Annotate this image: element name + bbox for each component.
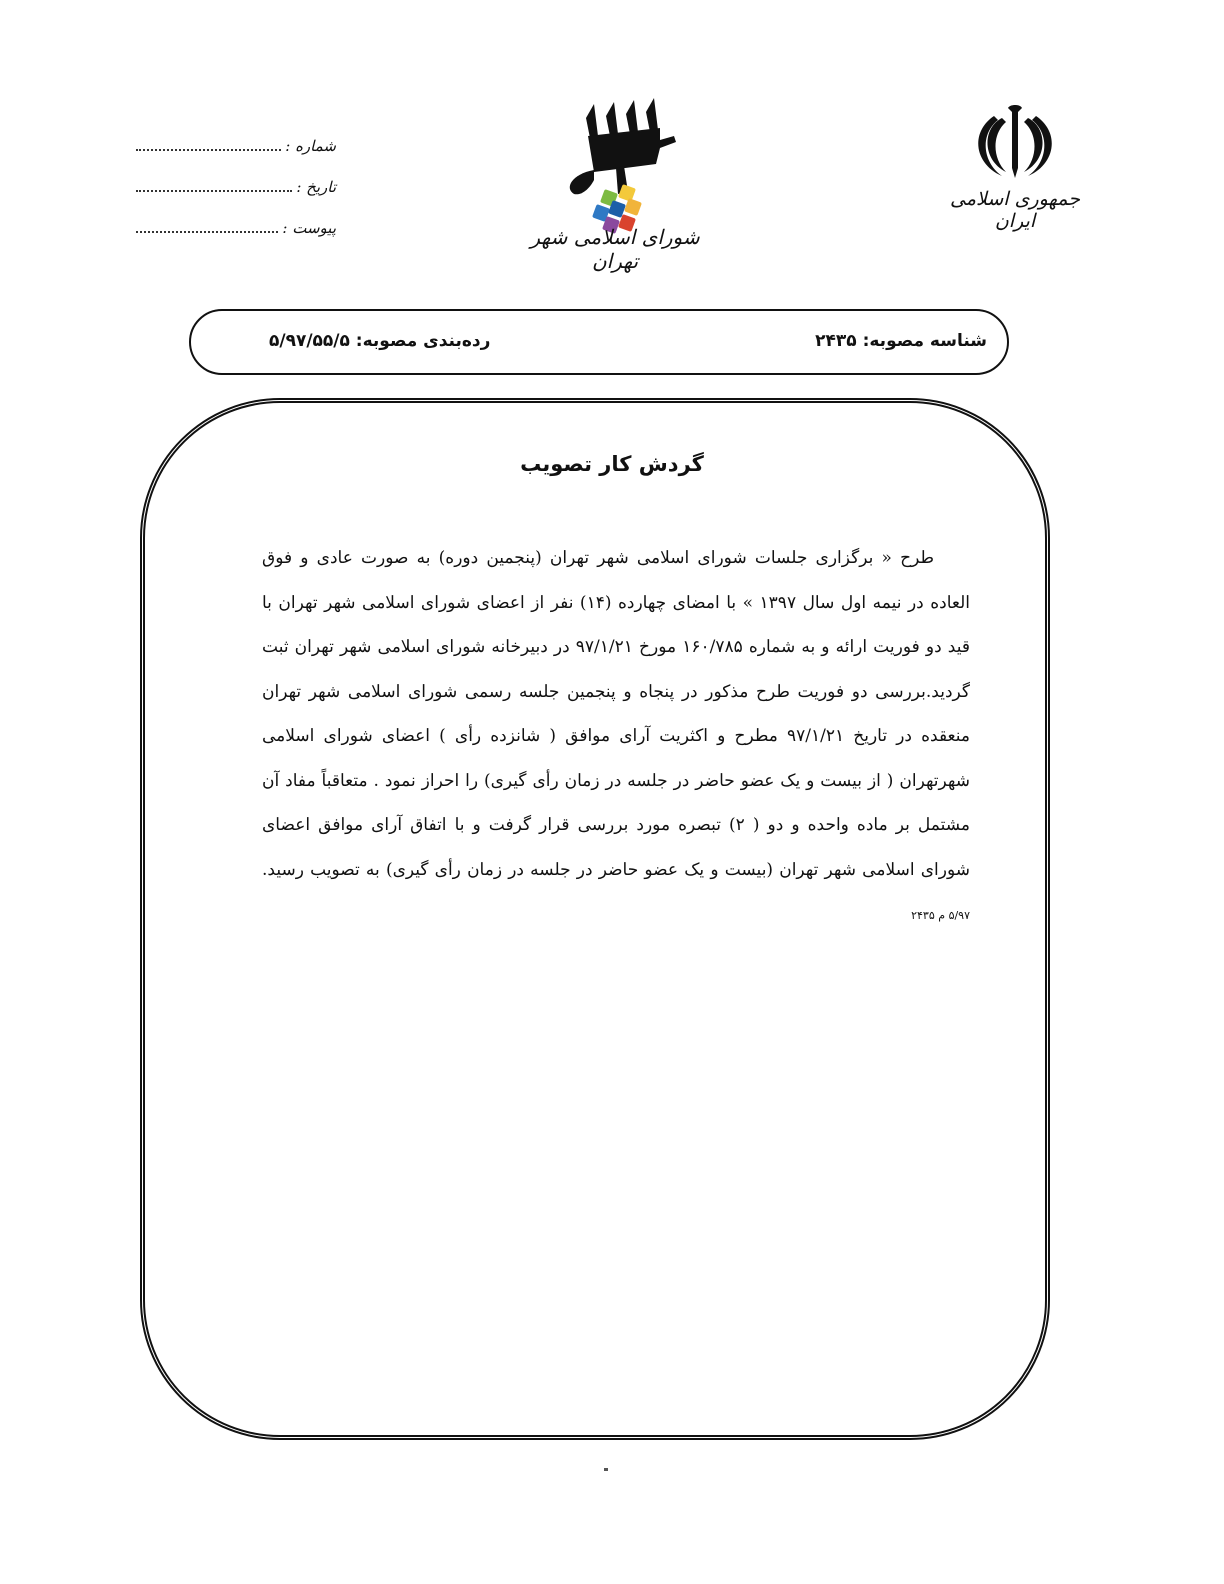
resolution-id: شناسه مصوبه: ۲۴۳۵: [815, 331, 987, 351]
number-field: [136, 114, 336, 155]
iran-emblem-icon: [972, 102, 1058, 182]
footer-mark: [604, 1468, 608, 1471]
number-dotted-line: [136, 149, 281, 151]
resolution-id-bar: [189, 309, 1009, 375]
page-title: گردش کار تصویب: [520, 452, 704, 476]
republic-name: جمهوری اسلامی ایران: [950, 188, 1080, 232]
resolution-classification: رده‌بندی مصوبه: ۵/۹۷/۵۵/۵: [269, 331, 491, 351]
date-label: تاریخ :: [296, 178, 336, 196]
workflow-body-text: طرح « برگزاری جلسات شورای اسلامی شهر تهران (پنجمین دوره) به صورت عادی و فوق العاده در نیمه اول سال ۱۳۹۷ » با امضای چهارده (۱۴) نفر از اعضای شورای اسلامی شهر تهران با قید دو فوریت ارائه و به شماره ۱۶۰/۷۸۵ مورخ ۹۷/۱/۲۱ در دبیرخانه شورای اسلامی شهر تهران ثبت گردید.بررسی دو فوریت طرح مذکور در پنجاه و پنجمین جلسه رسمی شورای اسلامی شهر تهران منعقده در تاریخ ۹۷/۱/۲۱ مطرح و اکثریت آرای موافق ( شانزده رأی ) اعضای شورای اسلامی شهرتهران ( از بیست و یک عضو حاضر در جلسه در زمان رأی گیری) را احراز نمود . متعاقباً مفاد آن مشتمل بر ماده واحده و دو ( ۲) تبصره مورد بررسی قرار گرفت و با اتفاق آرای موافق اعضای شورای اسلامی شهر تهران (بیست و یک عضو حاضر در جلسه در زمان رأی گیری) به تصویب رسید.: [262, 548, 970, 880]
date-field: [136, 155, 336, 196]
attachment-field: [136, 196, 336, 237]
number-label: شماره :: [285, 137, 336, 155]
date-dotted-line: [136, 190, 292, 192]
header-form-fields: [136, 114, 336, 237]
attachment-dotted-line: [136, 231, 278, 233]
workflow-paragraph: [262, 536, 970, 939]
council-name: شورای اسلامی شهر تهران: [530, 225, 700, 273]
council-logo-glyph: [570, 98, 676, 194]
reference-code: ۵/۹۷ م ۲۴۳۵: [911, 909, 970, 922]
logo-tile: [624, 198, 642, 216]
attachment-label: پیوست :: [282, 219, 336, 237]
